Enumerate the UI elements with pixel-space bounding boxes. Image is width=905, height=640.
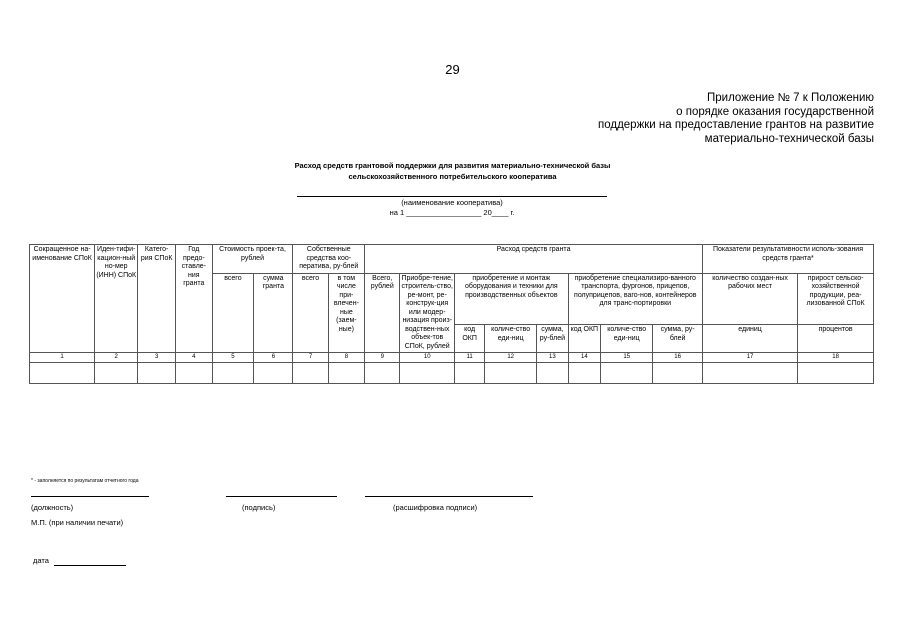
data-cell[interactable] (138, 363, 176, 384)
cooperative-name-line (297, 196, 607, 197)
header-quantity: количе-ство еди-ниц (485, 325, 537, 353)
column-number: 12 (485, 353, 537, 363)
header-grant-year: Год предо-ставле-ния гранта (176, 245, 213, 353)
header-jobs-created: количество создан-ных рабочих мест (702, 273, 797, 325)
data-cell[interactable] (212, 363, 254, 384)
column-number: 18 (798, 353, 874, 363)
data-cell[interactable] (95, 363, 138, 384)
data-cell[interactable] (485, 363, 537, 384)
date-line[interactable] (54, 565, 126, 566)
column-number: 11 (455, 353, 485, 363)
appendix-heading (598, 92, 874, 146)
data-cell[interactable] (537, 363, 568, 384)
header-coop-short-name: Сокращенное на-именование СПоК (30, 245, 95, 353)
header-sum: сумма, ру-блей (537, 325, 568, 353)
column-number: 9 (365, 353, 400, 363)
data-cell[interactable] (254, 363, 293, 384)
data-cell[interactable] (30, 363, 95, 384)
column-number: 4 (176, 353, 213, 363)
column-number: 17 (702, 353, 797, 363)
column-number: 7 (293, 353, 328, 363)
signature-caption: (подпись) (242, 503, 276, 512)
column-number: 6 (254, 353, 293, 363)
header-okp-code: код ОКП (568, 325, 601, 353)
header-grant-spending: Расход средств гранта (365, 245, 703, 274)
header-percent: процентов (798, 325, 874, 353)
column-number: 16 (653, 353, 703, 363)
column-number: 14 (568, 353, 601, 363)
appendix-line: поддержки на предоставление грантов на развитие (597, 119, 874, 131)
header-inn: Иден-тифи-кацион-ный но-мер (ИНН) СПоК (95, 245, 138, 353)
header-construction: Приобре-тение, строитель-ство, ре-монт, ре-конструк-ция или модер-низация произ-водствен-ных объек-тов СПоК, рублей (400, 273, 455, 353)
data-cell[interactable] (568, 363, 601, 384)
footnote: * - заполняется по результатам отчетного года (31, 478, 139, 484)
header-sum: сумма, ру-блей (653, 325, 703, 353)
header-own-borrowed: в том числе при-влечен-ные (заем-ные) (328, 273, 365, 353)
name-transcript-caption: (расшифровка подписи) (393, 503, 478, 512)
name-transcript-line[interactable] (365, 496, 533, 497)
header-okp-code: код ОКП (455, 325, 485, 353)
header-row-1 (30, 245, 874, 274)
data-cell[interactable] (176, 363, 213, 384)
report-date-line: на 1 __________________ 20____ г. (389, 208, 515, 217)
header-project-cost: Стоимость проек-та, рублей (212, 245, 293, 274)
header-performance-indicators: Показатели результативности исполь-зования средств гранта* (702, 245, 873, 274)
cooperative-name-caption: (наименование кооператива) (401, 198, 503, 207)
header-category: Катего-рия СПоК (138, 245, 176, 353)
column-number: 15 (601, 353, 653, 363)
header-cost-total: всего (212, 273, 254, 353)
column-number: 8 (328, 353, 365, 363)
appendix-line: о порядке оказания государственной (676, 105, 874, 118)
grant-spending-table (29, 244, 874, 384)
position-caption: (должность) (31, 503, 74, 512)
position-signature-line[interactable] (31, 496, 149, 497)
data-cell[interactable] (293, 363, 328, 384)
header-own-funds: Собственные средства коо-ператива, ру-блей (293, 245, 365, 274)
data-cell[interactable] (702, 363, 797, 384)
header-transport: приобретение специализиро-ванного транспорта, фургонов, прицепов, полуприцепов, ваго-нов, контейнеров для транс-портировки (568, 273, 702, 325)
column-number: 1 (30, 353, 95, 363)
page-number: 29 (445, 62, 460, 77)
title-line: Расход средств грантовой поддержки для развития материально-технической базы (294, 161, 611, 170)
header-quantity: количе-ство еди-ниц (601, 325, 653, 353)
data-cell[interactable] (798, 363, 874, 384)
column-number: 2 (95, 353, 138, 363)
data-cell[interactable] (328, 363, 365, 384)
stamp-label: М.П. (при наличии печати) (31, 518, 124, 527)
data-cell[interactable] (601, 363, 653, 384)
column-number: 13 (537, 353, 568, 363)
appendix-line: материально-технической базы (704, 132, 874, 145)
date-label: дата (33, 556, 49, 565)
data-cell[interactable] (455, 363, 485, 384)
column-number-row (30, 353, 874, 363)
column-number: 10 (400, 353, 455, 363)
data-cell[interactable] (365, 363, 400, 384)
appendix-line: Приложение № 7 к Положению (707, 92, 874, 104)
header-own-total: всего (293, 273, 328, 353)
header-cost-grant: сумма гранта (254, 273, 293, 353)
data-cell[interactable] (653, 363, 703, 384)
column-number: 5 (212, 353, 254, 363)
header-equipment: приобретение и монтаж оборудования и техники для производственных объектов (455, 273, 568, 325)
header-spend-total: Всего, рублей (365, 273, 400, 353)
title-line: сельскохозяйственного потребительского кооператива (348, 172, 557, 181)
document-title (200, 160, 705, 182)
header-units: единиц (702, 325, 797, 353)
signature-line[interactable] (226, 496, 337, 497)
column-number: 3 (138, 353, 176, 363)
data-row-empty (30, 363, 874, 384)
header-production-growth: прирост сельско-хозяйственной продукции, реа-лизованной СПоК (798, 273, 874, 325)
data-cell[interactable] (400, 363, 455, 384)
